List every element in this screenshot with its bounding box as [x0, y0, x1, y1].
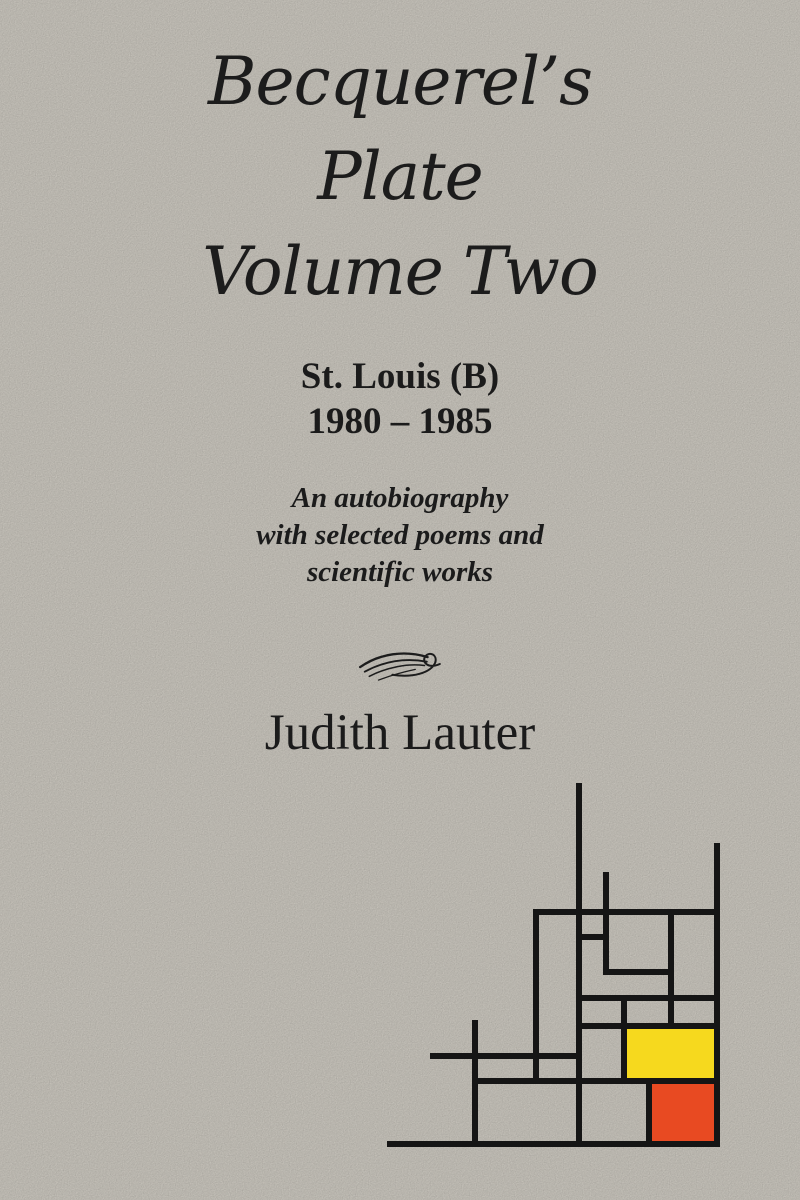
- description-line-2: with selected poems and: [256, 519, 544, 551]
- title-line-3: Volume Two: [202, 233, 598, 310]
- book-title: [0, 34, 800, 319]
- title-line-2: Plate: [317, 138, 483, 215]
- yellow-square: [624, 1026, 717, 1081]
- description-line-3: scientific works: [306, 556, 494, 588]
- description-line-1: An autobiography: [291, 482, 509, 514]
- red-square: [649, 1081, 717, 1144]
- book-description: [0, 480, 800, 591]
- mondrian-artwork: [378, 772, 730, 1162]
- subtitle-place: St. Louis (B): [300, 356, 500, 397]
- calligraphic-flourish-icon: [354, 642, 446, 686]
- edition-subtitle: [0, 354, 800, 444]
- title-line-1: Becquerel’s: [208, 43, 592, 120]
- subtitle-years: 1980 – 1985: [307, 401, 493, 442]
- author-name: Judith Lauter: [264, 705, 536, 761]
